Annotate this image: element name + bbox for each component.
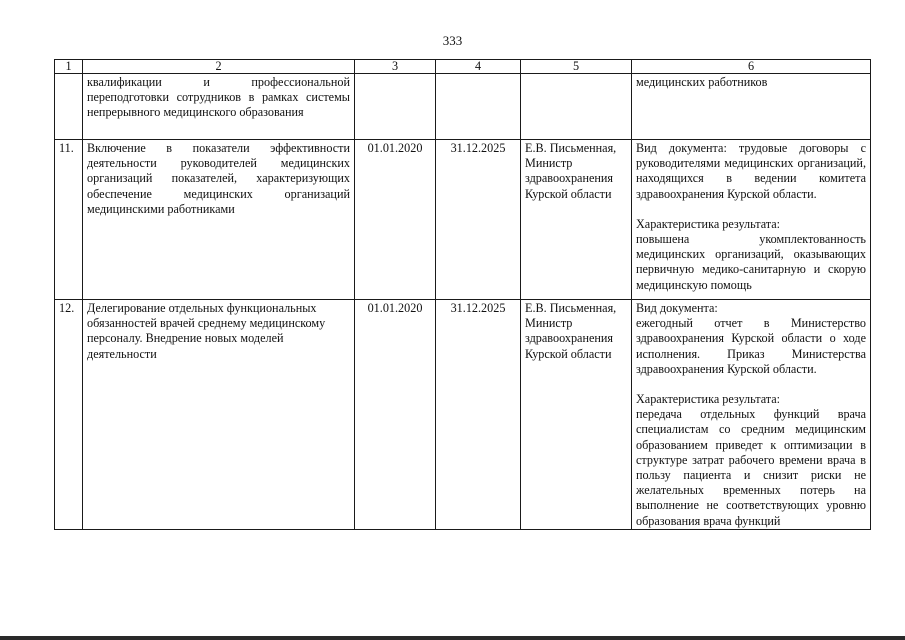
result-cell <box>632 140 871 300</box>
table-header-row <box>55 60 871 74</box>
start-date-cell: 01.01.2020 <box>355 300 436 530</box>
task-cell: Делегирование отдельных функциональных обязанностей врачей среднему медицинскому персоналу. Внедрение новых моделей деятельности <box>83 300 355 530</box>
result-cell <box>632 74 871 140</box>
responsible-cell: Е.В. Письменная, Министр здравоохранения Курской области <box>521 300 632 530</box>
task-cell: Включение в показатели эффективности деятельности руководителей медицинских организаций показателей, характеризующих обеспечение медицинских организаций медицинскими работниками <box>83 140 355 300</box>
scan-edge-divider <box>0 636 905 640</box>
result-text: Вид документа: <box>636 301 718 315</box>
result-text: Характеристика результата: <box>636 216 781 231</box>
end-date-cell: 31.12.2025 <box>436 300 521 530</box>
row-number: 11. <box>55 140 83 300</box>
responsible-cell <box>521 74 632 140</box>
end-date-cell: 31.12.2025 <box>436 140 521 300</box>
start-date-cell <box>355 74 436 140</box>
plan-table <box>54 59 871 530</box>
result-text: повышена укомплектованность медицинских организаций, оказывающих первичную медико-санитарную и скорую медицинскую помощь <box>636 232 866 292</box>
task-cell: квалификации и профессиональной переподготовки сотрудников в рамках системы непрерывного медицинского образования <box>83 74 355 140</box>
responsible-cell: Е.В. Письменная, Министр здравоохранения Курской области <box>521 140 632 300</box>
result-text: медицинских работников <box>636 75 768 89</box>
column-header: 3 <box>355 60 436 74</box>
result-cell <box>632 300 871 530</box>
result-text: ежегодный отчет в Министерство здравоохранения Курской области о ходе исполнения. Приказ Министерства здравоохранения Курской области. <box>636 316 866 376</box>
column-header: 2 <box>83 60 355 74</box>
table-row <box>55 140 871 300</box>
row-number <box>55 74 83 140</box>
result-text: передача отдельных функций врача специалистам со средним медицинским образованием приведет к оптимизации в структуре затрат рабочего времени врача в пользу пациента и снизит риски не желательных временных потерь на выполнение не соответствующих уровню образования врача функций <box>636 407 866 528</box>
start-date-cell: 01.01.2020 <box>355 140 436 300</box>
page-number: 333 <box>442 33 463 48</box>
table-row <box>55 74 871 140</box>
column-header: 4 <box>436 60 521 74</box>
column-header: 1 <box>55 60 83 74</box>
column-header: 5 <box>521 60 632 74</box>
table-row <box>55 300 871 530</box>
column-header: 6 <box>632 60 871 74</box>
result-text: Вид документа: трудовые договоры с руководителями медицинских организаций, находящихся в ведении комитета здравоохранения Курской области. <box>636 141 866 201</box>
result-text: Характеристика результата: <box>636 392 781 407</box>
row-number: 12. <box>55 300 83 530</box>
end-date-cell <box>436 74 521 140</box>
